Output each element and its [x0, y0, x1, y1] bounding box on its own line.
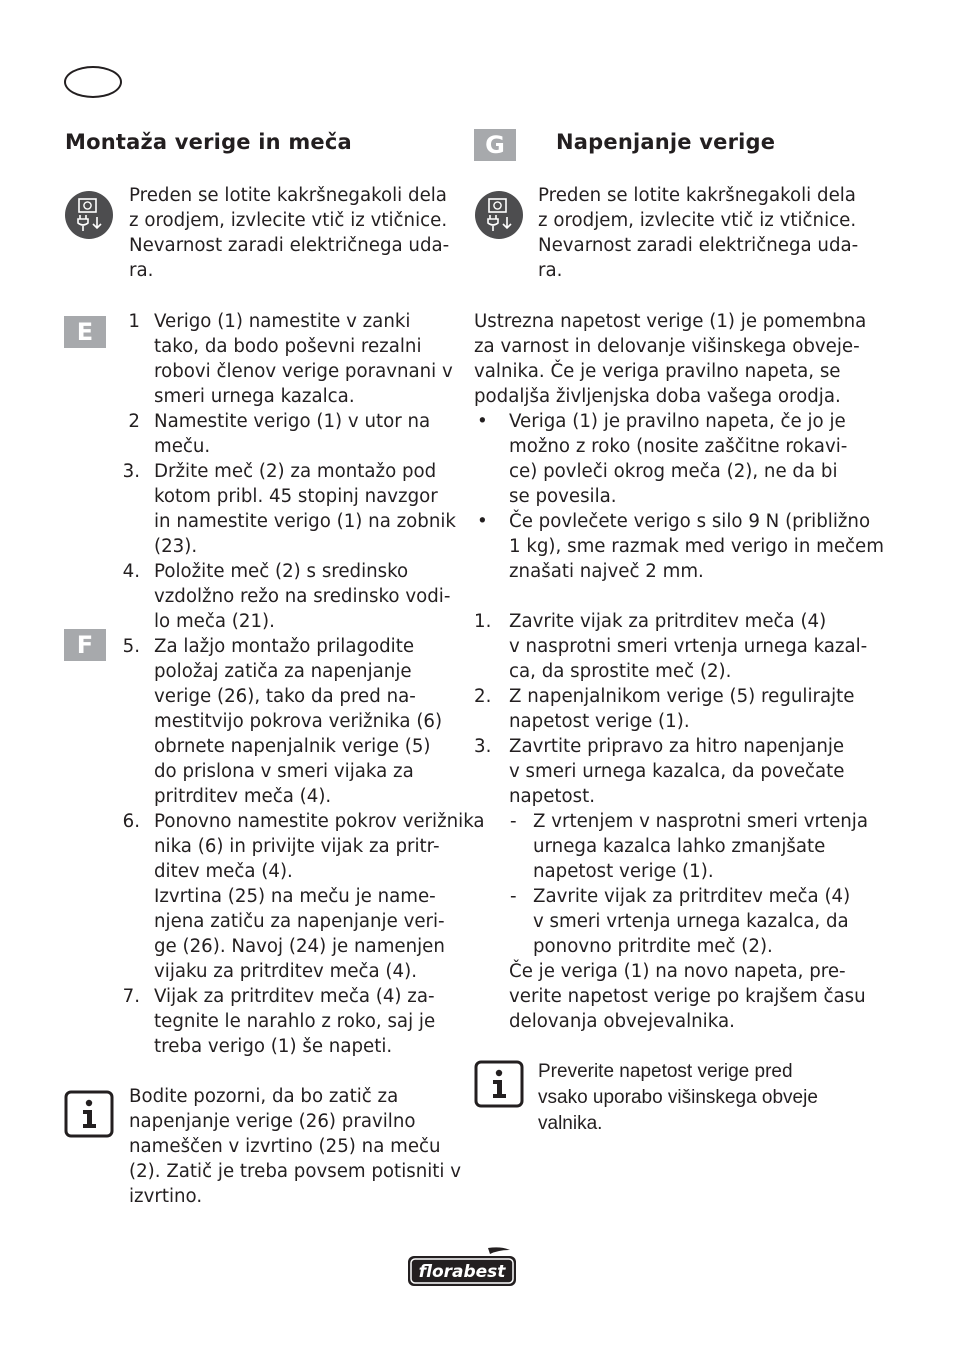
list-item: - Zavrite vijak za pritrditev meča (4) v smeri vrtenja urnega kazalca, da ponovno pritrdite meč (2). — [510, 886, 851, 957]
left-heading: Montaža verige in meča — [65, 130, 352, 154]
list-item: 7. Vijak za pritrditev meča (4) za- tegnite le narahlo z roko, saj je treba verigo (1) še napeti. — [122, 986, 436, 1057]
list-item: 2. Z napenjalnikom verige (5) regulirajte napetost verige (1). — [474, 686, 855, 732]
language-badge — [64, 66, 122, 98]
section-g-badge: G — [474, 129, 516, 161]
section-f-badge: F — [64, 629, 106, 661]
after-adjust-text: Če je veriga (1) na novo napeta, pre- verite napetost verige po krajšem času delovanja obvejevalnika. — [509, 961, 866, 1032]
list-item: 3. Zavrtite pripravo za hitro napenjanje v smeri urnega kazalca, da povečate napetost. — [474, 736, 845, 807]
right-intro-text: Ustrezna napetost verige (1) je pomembna za varnost in delovanje višinskega obveje- valnika. Če je veriga pravilno napeta, se podaljša življenjska doba vašega orodja. — [474, 311, 867, 407]
list-item: • Veriga (1) je pravilno napeta, če jo je možno z roko (nosite zaščitne rokavi- ce) povleči okrog meča (2), ne da bi se povesila. — [477, 411, 848, 507]
list-item: - Z vrtenjem v nasprotni smeri vrtenja urnega kazalca lahko zmanjšate napetost verige (1). — [510, 811, 868, 882]
right-heading: Napenjanje verige — [556, 130, 776, 154]
florabest-logo — [406, 1246, 518, 1288]
list-item: 5. Za lažjo montažo prilagodite položaj zatiča za napenjanje verige (26), tako da pred na- mestitvijo pokrova verižnika (6) obrnete napenjalnik verige (5) do prislona v smeri vijaka za pritrditev meča (4). — [122, 636, 443, 807]
info-icon — [474, 1060, 524, 1104]
logo-text: florabest — [418, 1262, 506, 1282]
unplug-icon — [64, 190, 114, 240]
right-info-text: Preverite napetost verige pred vsako uporabo višinskega obveje valnika. — [538, 1061, 818, 1134]
list-item: 6. Ponovno namestite pokrov verižnika nika (6) in privijte vijak za pritr- ditev meča (4). Izvrtina (25) na meču je name- njena zatiču za napenjanje veri- ge (26). Navoj (24) je namenjen vijaku za pritrditev meča (4). — [122, 811, 485, 982]
list-item: 3. Držite meč (2) za montažo pod kotom pribl. 45 stopinj navzgor in namestite verigo (1) na zobnik (23). — [122, 461, 456, 557]
right-steps-list — [474, 609, 868, 1034]
list-item: 4. Položite meč (2) s sredinsko vzdolžno režo na sredinsko vodi- lo meča (21). — [122, 561, 451, 632]
list-item: • Če povlečete verigo s silo 9 N (približno 1 kg), sme razmak med verigo in mečem znašati največ 2 mm. — [477, 511, 884, 582]
info-icon — [64, 1090, 114, 1134]
section-e-badge: E — [64, 316, 106, 348]
list-item: 2 Namestite verigo (1) v utor na meču. — [128, 411, 431, 457]
list-item: 1. Zavrite vijak za pritrditev meča (4) v nasprotni smeri vrtenja urnega kazal- ca, da sprostite meč (2). — [474, 611, 868, 682]
left-warning-text: Preden se lotite kakršnegakoli dela z orodjem, izvlecite vtič iz vtičnice. Nevarnost zaradi električnega uda- ra. — [129, 185, 450, 281]
right-bullet-list — [474, 409, 884, 584]
list-item: 1 Verigo (1) namestite v zanki tako, da bodo poševni rezalni robovi členov verige poravnani v smeri urnega kazalca. — [128, 311, 453, 407]
unplug-icon — [474, 190, 524, 240]
right-warning-text: Preden se lotite kakršnegakoli dela z orodjem, izvlecite vtič iz vtičnice. Nevarnost zaradi električnega uda- ra. — [538, 185, 859, 281]
left-info-text: Bodite pozorni, da bo zatič za napenjanje verige (26) pravilno nameščen v izvrtino (25) na meču (2). Zatič je treba povsem potisniti v izvrtino. — [129, 1086, 462, 1207]
left-steps-list — [118, 309, 485, 1059]
